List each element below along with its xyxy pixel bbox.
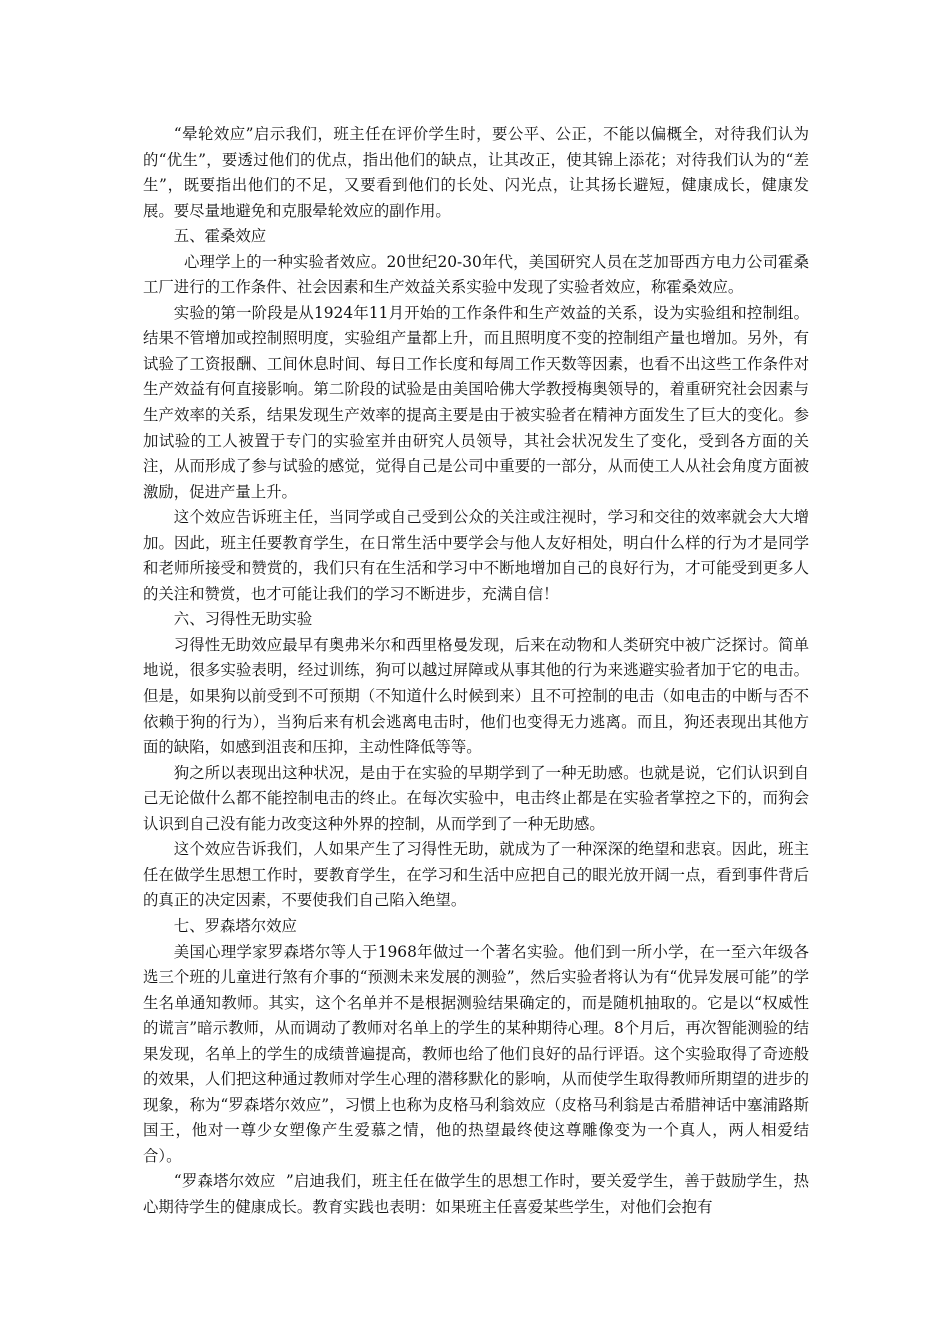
section-heading: 七、罗森塔尔效应 (173, 916, 297, 935)
section-heading: 六、习得性无助实验 (173, 610, 313, 629)
paragraph: 习得性无助效应最早有奥弗米尔和西里格曼发现，后来在动物和人类研究中被广泛探讨。简单地说，很多实验表明，经过训练，狗可以越过屏障或从事其他的行为来逃避实验者加于它的电击。但是，如果狗以前受到不可预期（不知道什么时候到来）且不可控制的电击（如电击的中断与否不依赖于狗的行为），当狗后来有机会逃离电击时，他们也变得无力逃离。而且，狗还表现出其他方面的缺陷，如感到沮丧和压抑，主动性降低等等。 (143, 635, 809, 757)
paragraph: 这个效应告诉我们，人如果产生了习得性无助，就成为了一种深深的绝望和悲哀。因此，班主任在做学生思想工作时，要教育学生，在学习和生活中应把自己的眼光放开阔一点，看到事件背后的真正的决定因素，不要使我们自己陷入绝望。 (143, 840, 809, 910)
document-page (143, 122, 809, 1221)
paragraph: 美国心理学家罗森塔尔等人于1968年做过一个著名实验。他们到一所小学，在一至六年级各选三个班的儿童进行煞有介事的“预测未来发展的测验”，然后实验者将认为有“优异发展可能”的学生名单通知教师。其实，这个名单并不是根据测验结果确定的，而是随机抽取的。它是以“权威性的谎言”暗示教师，从而调动了教师对名单上的学生的某种期待心理。8个月后，再次智能测验的结果发现，名单上的学生的成绩普遍提高，教师也给了他们良好的品行评语。这个实验取得了奇迹般的效果，人们把这种通过教师对学生心理的潜移默化的影响，从而使学生取得教师所期望的进步的现象，称为“罗森塔尔效应”，习惯上也称为皮格马利翁效应（皮格马利翁是古希腊神话中塞浦路斯国王，他对一尊少女塑像产生爱慕之情，他的热望最终使这尊雕像变为一个真人，两人相爱结合）。 (143, 942, 809, 1165)
paragraph: “罗森塔尔效应 ”启迪我们，班主任在做学生的思想工作时，要关爱学生，善于鼓励学生，热心期待学生的健康成长。教育实践也表明：如果班主任喜爱某些学生，对他们会抱有 (143, 1172, 809, 1216)
paragraph: 这个效应告诉班主任，当同学或自己受到公众的关注或注视时，学习和交往的效率就会大大增加。因此，班主任要教育学生，在日常生活中要学会与他人友好相处，明白什么样的行为才是同学和老师所接受和赞赏的，我们只有在生活和学习中不断地增加自己的良好行为，才可能受到更多人的关注和赞赏，也才可能让我们的学习不断进步，充满自信！ (143, 508, 809, 603)
paragraph: 实验的第一阶段是从1924年11月开始的工作条件和生产效益的关系，设为实验组和控制组。结果不管增加或控制照明度，实验组产量都上升，而且照明度不变的控制组产量也增加。另外，有试验了工资报酬、工间休息时间、每日工作长度和每周工作天数等因素，也看不出这些工作条件对生产效益有何直接影响。第二阶段的试验是由美国哈佛大学教授梅奥领导的，着重研究社会因素与生产效率的关系，结果发现生产效率的提高主要是由于被实验者在精神方面发生了巨大的变化。参加试验的工人被置于专门的实验室并由研究人员领导，其社会状况发生了变化，受到各方面的关注，从而形成了参与试验的感觉，觉得自己是公司中重要的一部分，从而使工人从社会角度方面被激励，促进产量上升。 (143, 303, 809, 501)
paragraph: “晕轮效应”启示我们，班主任在评价学生时，要公平、公正，不能以偏概全，对待我们认为的“优生”，要透过他们的优点，指出他们的缺点，让其改正，使其锦上添花；对待我们认为的“差生”，既要指出他们的不足，又要看到他们的长处、闪光点，让其扬长避短，健康成长，健康发展。要尽量地避免和克服晕轮效应的副作用。 (143, 125, 809, 220)
section-heading: 五、霍桑效应 (173, 227, 267, 246)
paragraph: 狗之所以表现出这种状况，是由于在实验的早期学到了一种无助感。也就是说，它们认识到自己无论做什么都不能控制电击的终止。在每次实验中，电击终止都是在实验者掌控之下的，而狗会认识到自己没有能力改变这种外界的控制，从而学到了一种无助感。 (143, 763, 809, 833)
paragraph: 心理学上的一种实验者效应。20世纪20-30年代，美国研究人员在芝加哥西方电力公司霍桑工厂进行的工作条件、社会因素和生产效益关系实验中发现了实验者效应，称霍桑效应。 (143, 252, 809, 297)
